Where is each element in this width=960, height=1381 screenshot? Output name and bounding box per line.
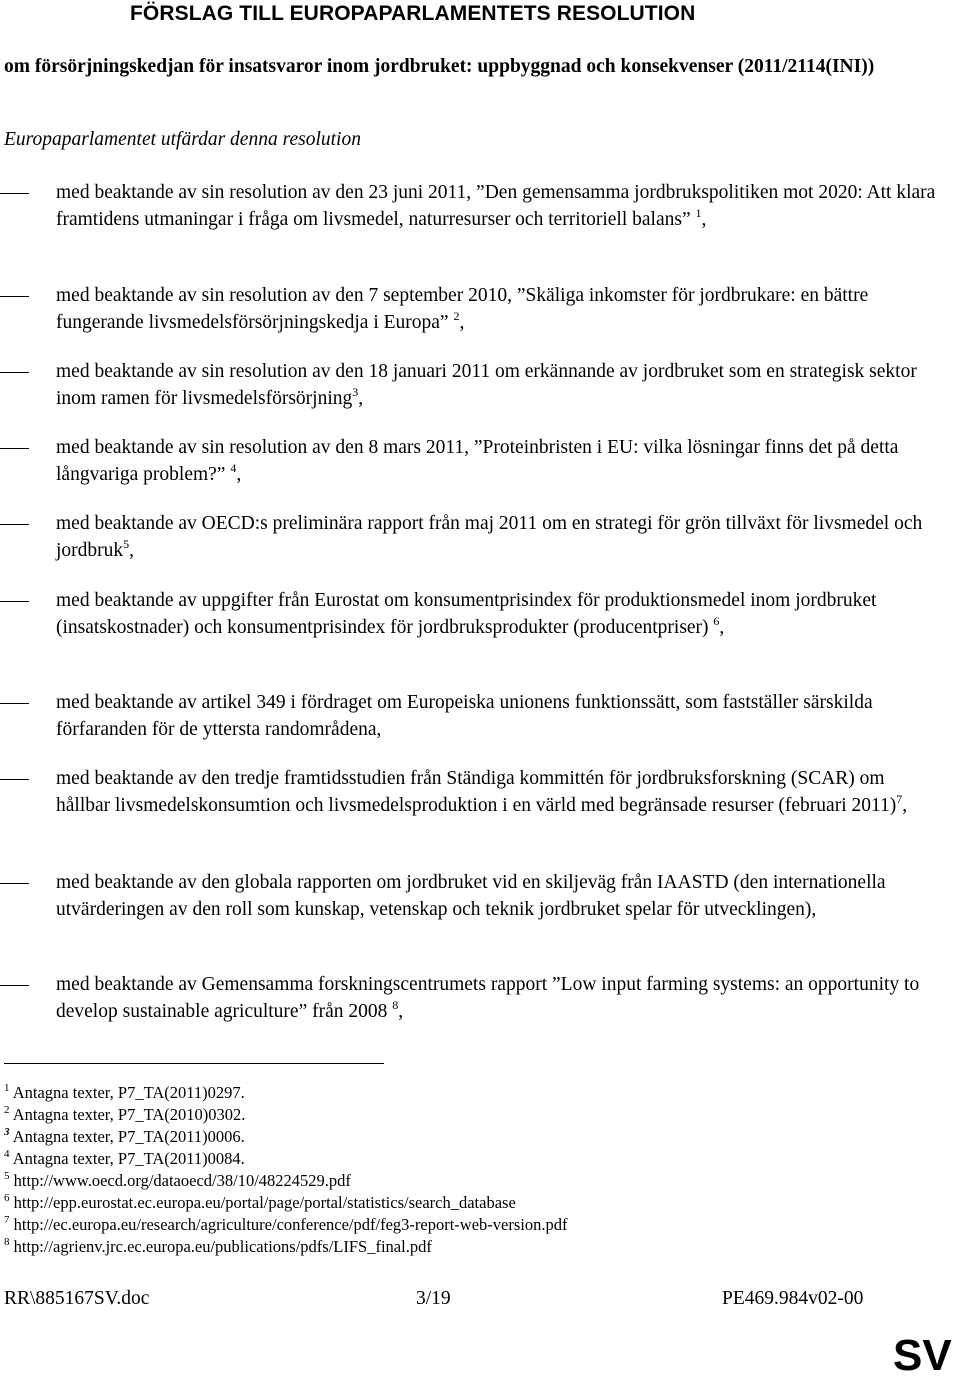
dash-bullet bbox=[0, 372, 29, 373]
footnote-item: $^4$ Antagna texter, P7_TA(2011)0084. bbox=[4, 1148, 245, 1168]
language-code: SV bbox=[893, 1331, 952, 1380]
footnotes bbox=[4, 1082, 904, 1258]
footnote-ref[interactable]: 8 bbox=[392, 997, 399, 1012]
footnote-link[interactable]: http://ec.europa.eu/research/agriculture/conference/pdf/feg3-report-web-version.pdf bbox=[13, 1215, 568, 1234]
document-title: FÖRSLAG TILL EUROPAPARLAMENTETS RESOLUTION bbox=[130, 2, 696, 25]
citation-text: med beaktande av artikel 349 i fördraget om Europeiska unionens funktionssätt, som fastställer särskilda förfaranden för de yttersta randområdena, bbox=[56, 692, 873, 740]
dash-bullet bbox=[0, 779, 29, 780]
dash-bullet bbox=[0, 524, 29, 525]
dash-bullet bbox=[0, 985, 29, 986]
footnote-link[interactable]: http://epp.eurostat.ec.europa.eu/portal/page/portal/statistics/search_database bbox=[13, 1193, 516, 1212]
footnote-item: $^5$ http://www.oecd.org/dataoecd/38/10/48224529.pdf bbox=[4, 1170, 351, 1190]
citation-text: med beaktande av sin resolution av den 7 september 2010, ”Skäliga inkomster för jordbrukare: en bättre fungerande livsmedelsförsörjningskedja i Europa” bbox=[56, 285, 869, 333]
footnote-item: $^7$ http://ec.europa.eu/research/agriculture/conference/pdf/feg3-report-web-version.pdf bbox=[4, 1214, 568, 1234]
footer-page-number: 3/19 bbox=[416, 1288, 451, 1309]
dash-bullet bbox=[0, 601, 29, 602]
citation-text: med beaktande av sin resolution av den 18 januari 2011 om erkännande av jordbruket som en strategisk sektor inom ramen för livsmedelsförsörjning bbox=[56, 361, 917, 409]
footnote-item: $^8$ http://agrienv.jrc.ec.europa.eu/publications/pdfs/LIFS_final.pdf bbox=[4, 1236, 432, 1256]
citation-text: med beaktande av uppgifter från Eurostat om konsumentprisindex för produktionsmedel inom jordbruket (insatskostnader) och konsumentprisindex för jordbruksprodukter (producentpriser) bbox=[56, 590, 877, 638]
citation-text: med beaktande av den tredje framtidsstudien från Ständiga kommittén för jordbruksforskning (SCAR) om hållbar livsmedelskonsumtion och livsmedelsproduktion i en värld med begränsade resurser (februari 2011) bbox=[56, 768, 897, 816]
footnote-item: $^2$ Antagna texter, P7_TA(2010)0302. bbox=[4, 1104, 246, 1124]
footnote-separator bbox=[4, 1063, 384, 1064]
citation-text: med beaktande av sin resolution av den 8 mars 2011, ”Proteinbristen i EU: vilka lösningar finns det på detta långvariga problem?” bbox=[56, 437, 899, 485]
footnote-link[interactable]: http://agrienv.jrc.ec.europa.eu/publications/pdfs/LIFS_final.pdf bbox=[13, 1237, 432, 1256]
dash-bullet bbox=[0, 883, 29, 884]
footnote-ref[interactable]: 5 bbox=[123, 536, 130, 551]
footnote-item: $^1$ Antagna texter, P7_TA(2011)0297. bbox=[4, 1082, 245, 1102]
document-subtitle: om försörjningskedjan för insatsvaror inom jordbruket: uppbyggnad och konsekvenser (2011/2114(INI)) bbox=[4, 56, 875, 77]
footer-pe-ref: PE469.984v02-00 bbox=[722, 1288, 864, 1309]
footnote-ref[interactable]: 2 bbox=[453, 308, 460, 323]
footnote-ref[interactable]: 1 bbox=[695, 205, 702, 220]
footnote-item: $^3$ Antagna texter, P7_TA(2011)0006. bbox=[4, 1126, 245, 1146]
footnote-link[interactable]: http://www.oecd.org/dataoecd/38/10/48224529.pdf bbox=[13, 1171, 351, 1190]
footnote-ref[interactable]: 4 bbox=[230, 460, 237, 475]
footnote-ref[interactable]: 6 bbox=[713, 613, 720, 628]
citation-text: med beaktande av OECD:s preliminära rapport från maj 2011 om en strategi för grön tillväxt för livsmedel och jordbruk bbox=[56, 513, 923, 561]
footnote-ref[interactable]: 3 bbox=[352, 384, 359, 399]
dash-bullet bbox=[0, 448, 29, 449]
citation-text: med beaktande av sin resolution av den 23 juni 2011, ”Den gemensamma jordbrukspolitiken mot 2020: Att klara framtidens utmaningar i fråga om livsmedel, naturresurser och territoriell balans” bbox=[56, 182, 936, 230]
resolution-intro: Europaparlamentet utfärdar denna resolution bbox=[4, 129, 361, 150]
dash-bullet bbox=[0, 703, 29, 704]
dash-bullet bbox=[0, 193, 29, 194]
dash-bullet bbox=[0, 296, 29, 297]
citation-text: med beaktande av Gemensamma forskningscentrumets rapport ”Low input farming systems: an opportunity to develop sustainable agriculture” från 2008 bbox=[56, 974, 920, 1022]
footer-doc-ref: RR\885167SV.doc bbox=[4, 1288, 150, 1309]
footnote-ref[interactable]: 7 bbox=[896, 791, 903, 806]
citation-text: med beaktande av den globala rapporten om jordbruket vid en skiljeväg från IAASTD (den internationella utvärderingen av den roll som kunskap, vetenskap och teknik jordbruket spelar för utvecklingen), bbox=[56, 872, 886, 920]
footnote-item: $^6$ http://epp.eurostat.ec.europa.eu/portal/page/portal/statistics/search_database bbox=[4, 1192, 516, 1212]
